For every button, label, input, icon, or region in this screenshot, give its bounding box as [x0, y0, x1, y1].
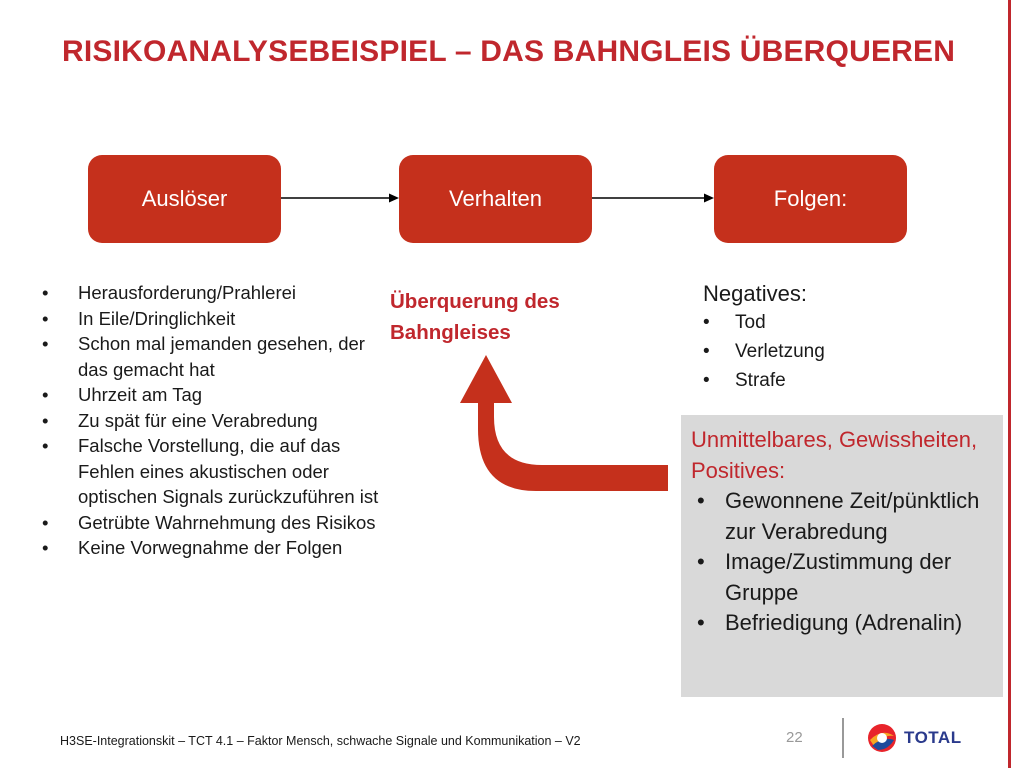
positives-list	[691, 486, 995, 639]
bullet-icon: •	[697, 549, 705, 574]
behavior-box	[399, 155, 592, 243]
bullet-icon: •	[703, 312, 710, 333]
trigger-item: • Schon mal jemanden gesehen, der das gemacht hat	[42, 333, 365, 380]
total-logo	[866, 722, 962, 754]
trigger-item: • Keine Vorwegnahme der Folgen	[42, 535, 392, 561]
trigger-item: • Uhrzeit am Tag	[42, 382, 392, 408]
bullet-icon: •	[42, 537, 49, 558]
page-number: 22	[786, 729, 803, 746]
behavior-box-label: Verhalten	[449, 186, 542, 211]
bullet-icon: •	[42, 307, 49, 329]
consequences-box	[714, 155, 907, 243]
bullet-icon: •	[703, 370, 710, 391]
bullet-icon: •	[703, 341, 710, 362]
total-logo-icon	[866, 722, 898, 754]
bullet-icon: •	[697, 610, 705, 635]
arrow-behavior-to-consequences	[592, 190, 714, 206]
right-edge-rule	[1008, 0, 1011, 768]
arrow-trigger-to-behavior	[281, 190, 399, 206]
positive-item: • Gewonnene Zeit/pünktlich zur Verabredung	[697, 488, 980, 544]
bullet-icon: •	[697, 488, 705, 513]
positives-panel	[681, 415, 1003, 697]
bullet-icon: •	[42, 282, 49, 303]
bullet-icon: •	[42, 435, 49, 456]
bullet-icon: •	[42, 384, 49, 405]
positives-heading: Unmittelbares, Gewissheiten, Positives:	[691, 427, 978, 483]
positive-item: • Befriedigung (Adrenalin)	[691, 608, 995, 639]
slide-title: RISIKOANALYSEBEISPIEL – DAS BAHNGLEIS ÜBERQUEREN	[62, 35, 956, 68]
trigger-item: • Herausforderung/Prahlerei	[42, 280, 392, 306]
negatives-list	[703, 308, 825, 395]
trigger-list	[42, 280, 392, 561]
trigger-item: • Getrübte Wahrnehmung des Risikos	[42, 510, 392, 536]
trigger-item: • Zu spät für eine Verabredung	[42, 408, 392, 434]
trigger-item: • Falsche Vorstellung, die auf das Fehlen eines akustischen oder optischen Signals zurückzuführen ist	[42, 435, 379, 507]
behavior-description: Überquerung des Bahngleises	[390, 290, 560, 344]
negative-item: • Tod	[703, 308, 825, 337]
positive-item: • Image/Zustimmung der Gruppe	[697, 549, 952, 605]
bullet-icon: •	[42, 511, 49, 533]
logo-wordmark: TOTAL	[904, 728, 962, 747]
negative-item: • Verletzung	[703, 337, 825, 366]
footer-text: H3SE-Integrationskit – TCT 4.1 – Faktor Mensch, schwache Signale und Kommunikation – V2	[60, 734, 581, 748]
negatives-heading: Negatives:	[703, 281, 807, 306]
trigger-item: • In Eile/Dringlichkeit	[42, 306, 392, 332]
bullet-icon: •	[42, 409, 49, 431]
footer-divider	[842, 718, 844, 758]
negative-item: • Strafe	[703, 366, 825, 395]
feedback-curved-arrow	[440, 355, 670, 505]
consequences-box-label: Folgen:	[773, 186, 848, 211]
trigger-box	[88, 155, 281, 243]
bullet-icon: •	[42, 333, 49, 354]
trigger-box-label: Auslöser	[141, 186, 228, 211]
